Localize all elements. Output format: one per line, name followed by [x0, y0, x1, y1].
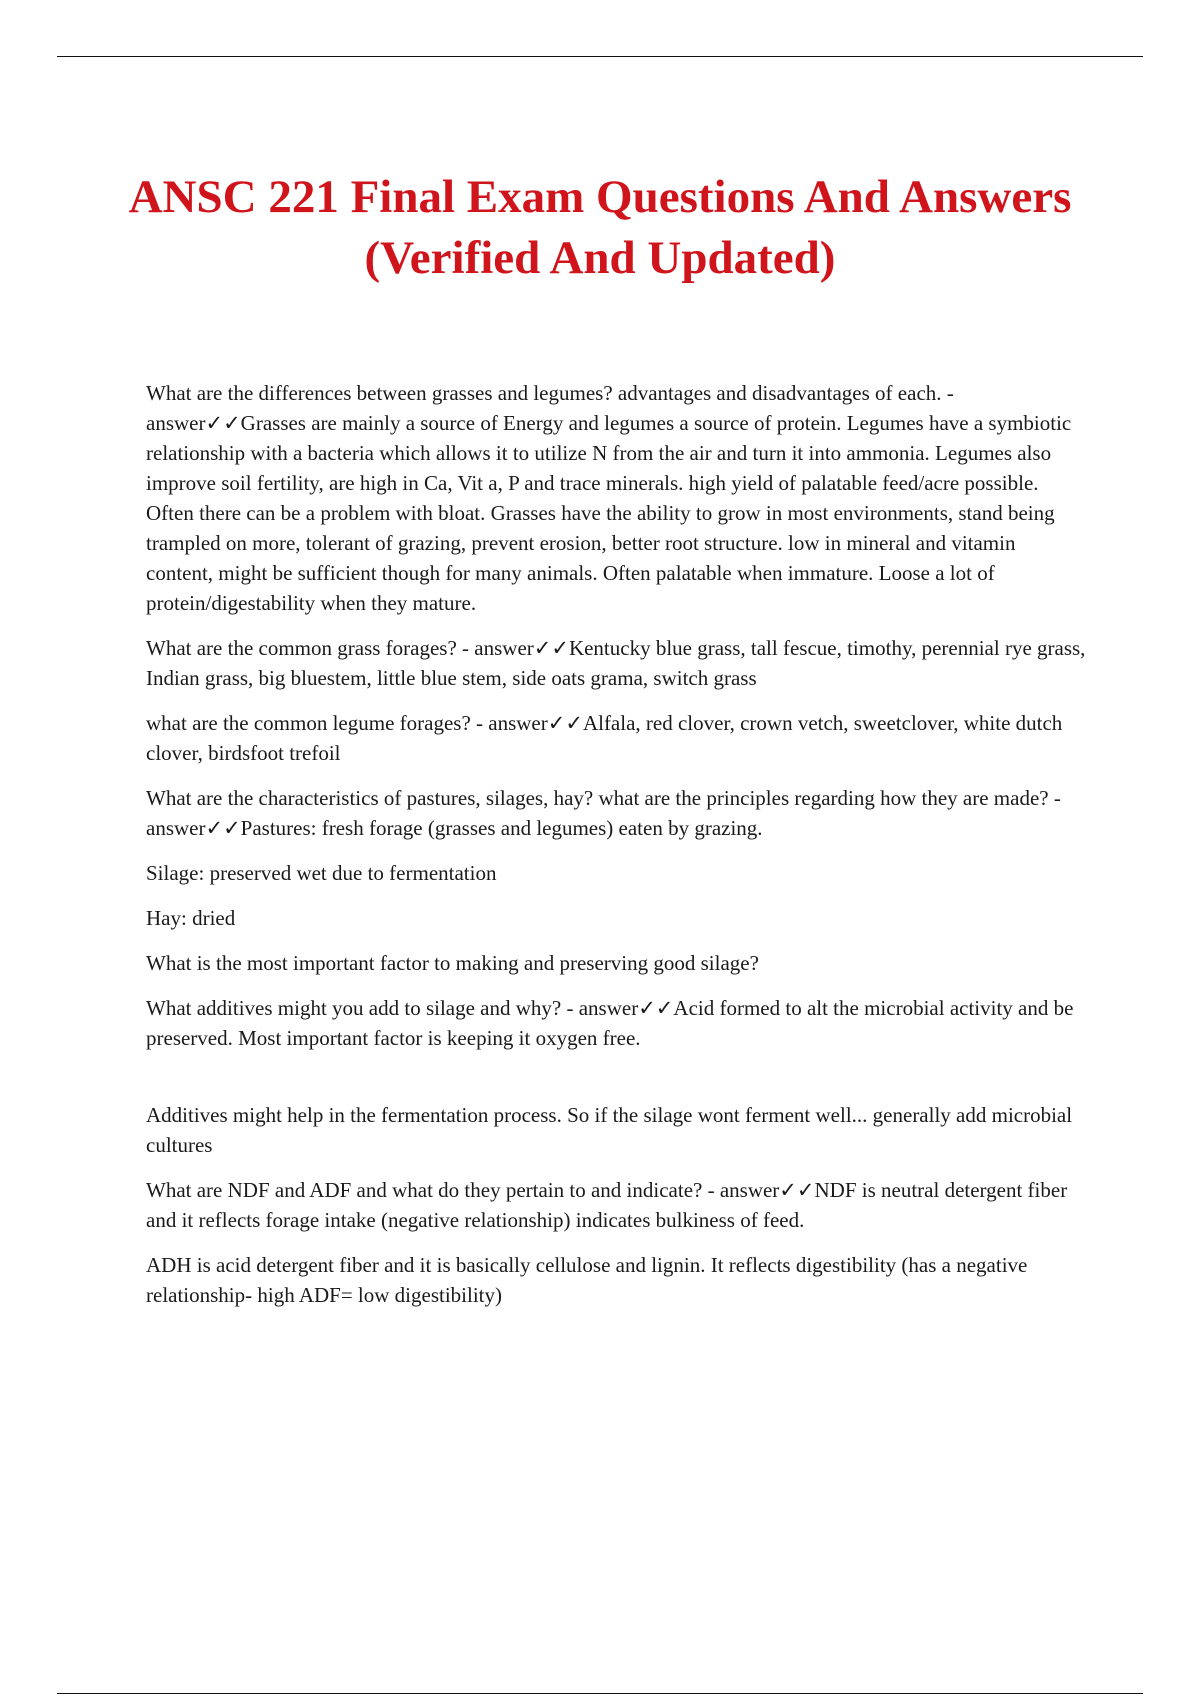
qa-ndf-adf: What are NDF and ADF and what do they pertain to and indicate? - answer✓✓NDF is neutral detergent fiber and it reflects forage intake (negative relationship) indicates bulkiness of feed. — [146, 1178, 1068, 1232]
silage-definition: Silage: preserved wet due to fermentation — [146, 861, 497, 885]
question-silage-factor: What is the most important factor to making and preserving good silage? — [146, 951, 759, 975]
hay-definition: Hay: dried — [146, 906, 236, 930]
qa-pastures-silages-hay: What are the characteristics of pastures, silages, hay? what are the principles regarding how they are made? - answer✓✓Pastures: fresh forage (grasses and legumes) eaten by grazing. — [146, 786, 1061, 840]
qa-common-grass-forages: What are the common grass forages? - answer✓✓Kentucky blue grass, tall fescue, timothy, perennial rye grass, Indian grass, big bluestem, little blue stem, side oats grama, switch grass — [146, 636, 1086, 690]
additives-note: Additives might help in the fermentation process. So if the silage wont ferment well... generally add microbial cultures — [146, 1103, 1073, 1157]
footer-rule — [57, 1693, 1143, 1694]
header-rule — [57, 56, 1143, 57]
qa-common-legume-forages: what are the common legume forages? - answer✓✓Alfala, red clover, crown vetch, sweetclover, white dutch clover, birdsfoot trefoil — [146, 711, 1063, 765]
document-title: ANSC 221 Final Exam Questions And Answers (Verified And Updated) — [128, 171, 1072, 284]
qa-silage-additives: What additives might you add to silage and why? - answer✓✓Acid formed to alt the microbial activity and be preserved. Most important factor is keeping it oxygen free. — [146, 996, 1074, 1050]
qa-grasses-vs-legumes: What are the differences between grasses and legumes? advantages and disadvantages of each. - answer✓✓Grasses are mainly a source of Energy and legumes a source of protein. Legumes have a symbiotic relationship with a bacteria which allows it to utilize N from the air and turn it into ammonia. Legumes also improve soil fertility, are high in Ca, Vit a, P and trace minerals. high yield of palatable feed/acre possible. Often there can be a problem with bloat. Grasses have the ability to grow in most environments, stand being trampled on more, tolerant of grazing, prevent erosion, better root structure. low in mineral and vitamin content, might be sufficient though for many animals. Often palatable when immature. Loose a lot of protein/digestability when they mature. — [146, 381, 1072, 615]
document-body — [146, 378, 1086, 1325]
adf-definition: ADH is acid detergent fiber and it is basically cellulose and lignin. It reflects digestibility (has a negative relationship- high ADF= low digestibility) — [146, 1253, 1028, 1307]
